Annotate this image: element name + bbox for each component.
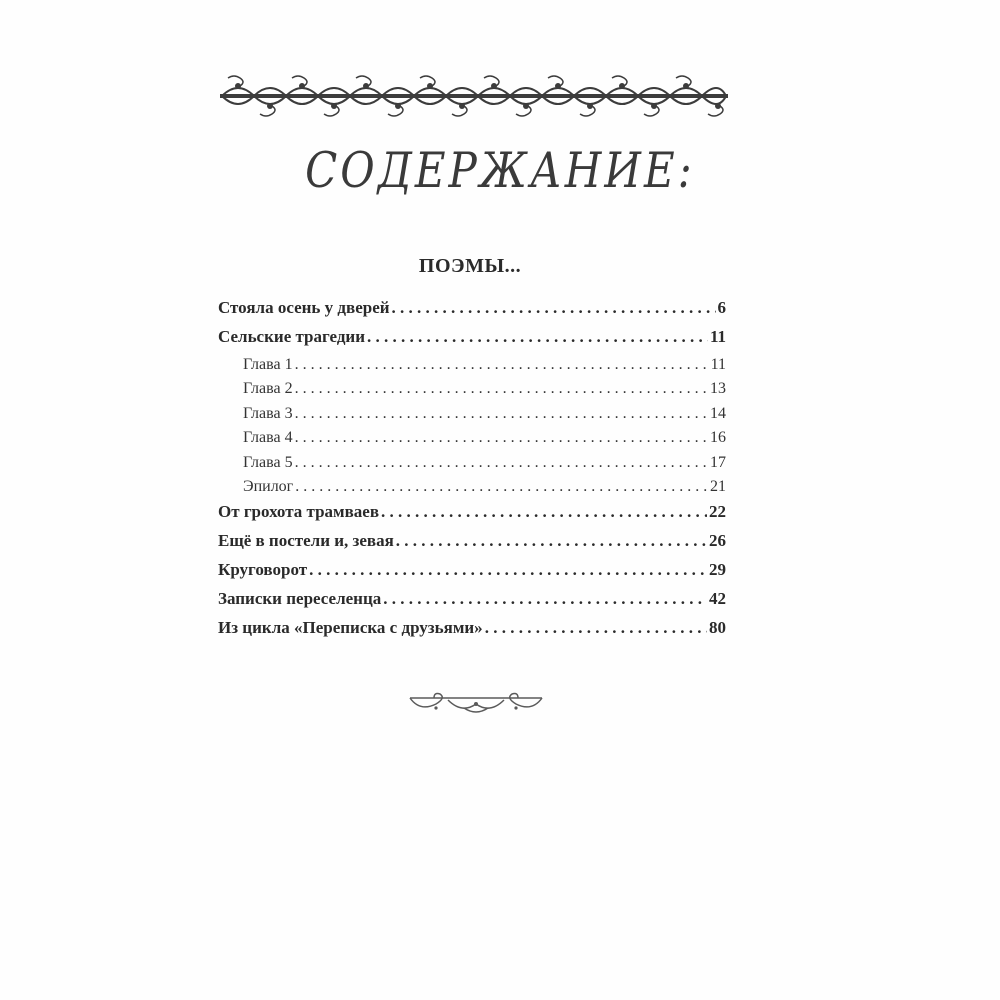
toc-entry[interactable]: [218, 560, 726, 589]
dot-leader: [295, 454, 708, 472]
toc-entry-page: 29: [709, 560, 726, 580]
toc-entry[interactable]: [218, 298, 726, 327]
toc-subentry[interactable]: [218, 478, 726, 502]
toc-entry-title: Глава 3: [243, 404, 293, 422]
page-title: СОДЕРЖАНИЕ:: [305, 142, 695, 199]
toc-entry-title: От грохота трамваев: [218, 502, 380, 522]
toc-entry-page: 14: [710, 404, 726, 422]
toc-entry-page: 42: [709, 589, 726, 609]
dot-leader: [396, 531, 707, 551]
toc-entry[interactable]: [218, 502, 726, 531]
toc-subentry[interactable]: [218, 405, 726, 429]
toc-entry-title: Глава 4: [243, 429, 293, 447]
toc-subentry[interactable]: [218, 380, 726, 404]
toc-subentry[interactable]: [218, 356, 726, 380]
toc-entry-page: 21: [710, 477, 726, 495]
toc-entry-title: Круговорот: [218, 560, 308, 580]
toc-entry-page: 80: [709, 618, 726, 638]
dot-leader: [295, 478, 708, 496]
toc-entry[interactable]: [218, 589, 726, 618]
toc-entry-title: Глава 2: [243, 380, 293, 398]
dot-leader: [367, 327, 708, 347]
section-title: ПОЭМЫ...: [418, 255, 522, 277]
toc-entry-title: Сельские трагедии: [218, 327, 366, 346]
toc-entry-page: 13: [710, 380, 726, 398]
toc-subentry[interactable]: [218, 429, 726, 453]
dot-leader: [309, 560, 707, 580]
toc-entry[interactable]: [218, 327, 726, 356]
toc-entry-title: Эпилог: [243, 477, 294, 495]
toc-entry-page: 16: [710, 429, 726, 447]
dot-leader: [381, 502, 707, 522]
dot-leader: [295, 405, 708, 423]
toc-entry-title: Из цикла «Переписка с друзьями»: [218, 618, 483, 638]
toc-entry-title: Глава 1: [243, 356, 293, 373]
decorative-flourish-bottom: [408, 688, 544, 718]
toc-entry-page: 22: [709, 502, 726, 522]
toc-entry-page: 17: [710, 453, 726, 471]
toc-subentry[interactable]: [218, 454, 726, 478]
table-of-contents: [218, 298, 726, 647]
toc-entry-title: Стояла осень у дверей: [218, 298, 390, 317]
toc-entry[interactable]: [218, 531, 726, 560]
toc-entry[interactable]: [218, 618, 726, 647]
dot-leader: [295, 380, 708, 398]
toc-entry-page: 11: [710, 356, 726, 373]
dot-leader: [485, 618, 707, 638]
dot-leader: [383, 589, 707, 609]
toc-entry-page: 11: [709, 327, 726, 346]
dot-leader: [295, 356, 709, 374]
toc-entry-title: Записки переселенца: [218, 589, 382, 609]
dot-leader: [295, 429, 708, 447]
toc-entry-title: Глава 5: [243, 453, 293, 471]
toc-entry-title: Ещё в постели и, зевая: [218, 531, 394, 551]
toc-entry-page: 6: [717, 298, 726, 317]
dot-leader: [392, 298, 716, 318]
decorative-border-top: [218, 72, 730, 120]
toc-entry-page: 26: [709, 531, 726, 551]
